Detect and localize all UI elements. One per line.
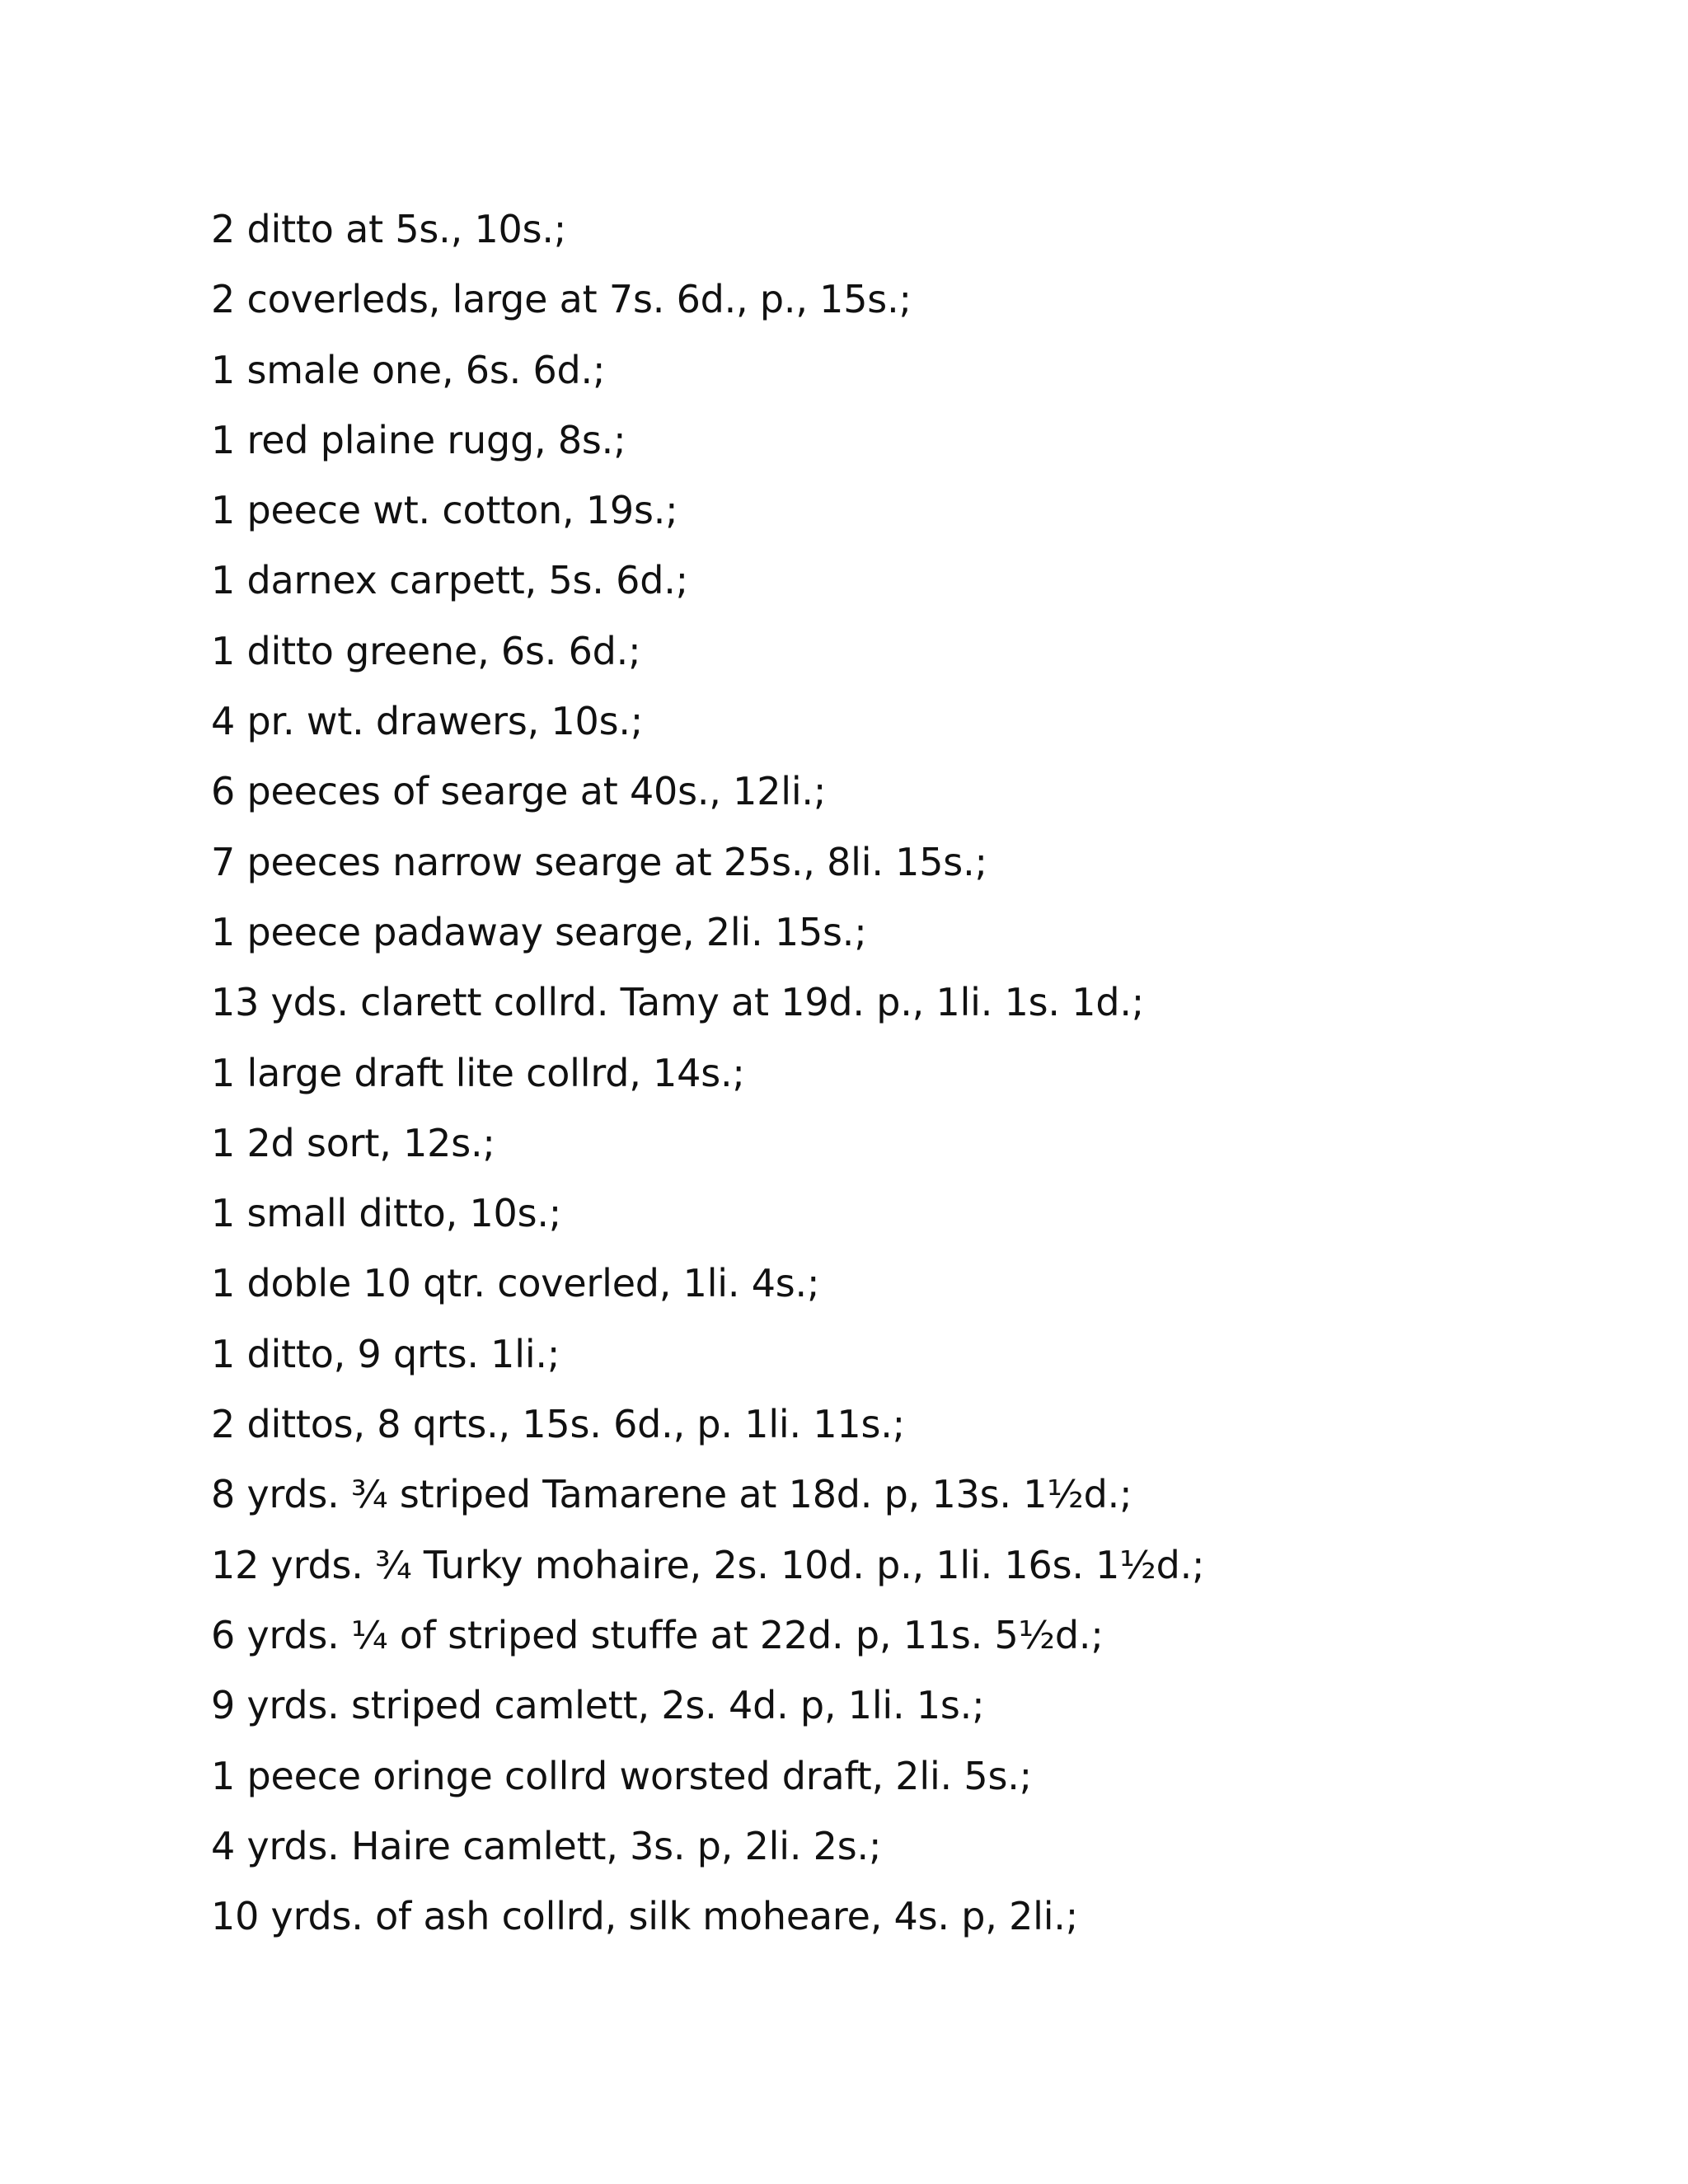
inventory-entry: 10 yrds. of ash collrd, silk moheare, 4s. p, 2li.; [211,1894,1079,1939]
inventory-entry: 4 yrds. Haire camlett, 3s. p, 2li. 2s.; [211,1823,882,1868]
inventory-entry: 9 yrds. striped camlett, 2s. 4d. p, 1li. 1s.; [211,1683,985,1728]
inventory-entry: 6 yrds. ¼ of striped stuffe at 22d. p, 11s. 5½d.; [211,1612,1104,1657]
inventory-entry: 4 pr. wt. drawers, 10s.; [211,699,644,744]
inventory-entry: 1 doble 10 qtr. coverled, 1li. 4s.; [211,1261,820,1306]
inventory-entry: 1 large draft lite collrd, 14s.; [211,1050,745,1095]
inventory-entry: 13 yds. clarett collrd. Tamy at 19d. p., 1li. 1s. 1d.; [211,980,1145,1025]
inventory-entry: 1 red plaine rugg, 8s.; [211,417,626,462]
inventory-entry: 6 peeces of searge at 40s., 12li.; [211,769,827,814]
inventory-entry: 2 ditto at 5s., 10s.; [211,207,567,251]
inventory-entry: 1 smale one, 6s. 6d.; [211,347,606,392]
inventory-entry: 1 peece padaway searge, 2li. 15s.; [211,909,867,954]
inventory-entry: 1 peece wt. cotton, 19s.; [211,488,678,533]
inventory-entry: 12 yrds. ¾ Turky mohaire, 2s. 10d. p., 1li. 16s. 1½d.; [211,1542,1205,1587]
inventory-entry: 1 peece oringe collrd worsted draft, 2li. 5s.; [211,1753,1032,1798]
inventory-entry: 1 2d sort, 12s.; [211,1120,495,1165]
inventory-entry: 1 small ditto, 10s.; [211,1191,562,1236]
inventory-list [211,194,1612,1952]
inventory-entry: 8 yrds. ¾ striped Tamarene at 18d. p, 13s. 1½d.; [211,1472,1132,1517]
inventory-entry: 2 coverleds, large at 7s. 6d., p., 15s.; [211,277,912,322]
inventory-entry: 2 dittos, 8 qrts., 15s. 6d., p. 1li. 11s.; [211,1402,905,1447]
inventory-entry: 7 peeces narrow searge at 25s., 8li. 15s.; [211,839,987,884]
inventory-entry: 1 ditto, 9 qrts. 1li.; [211,1331,560,1376]
inventory-entry: 1 darnex carpett, 5s. 6d.; [211,558,688,603]
inventory-entry: 1 ditto greene, 6s. 6d.; [211,628,641,673]
